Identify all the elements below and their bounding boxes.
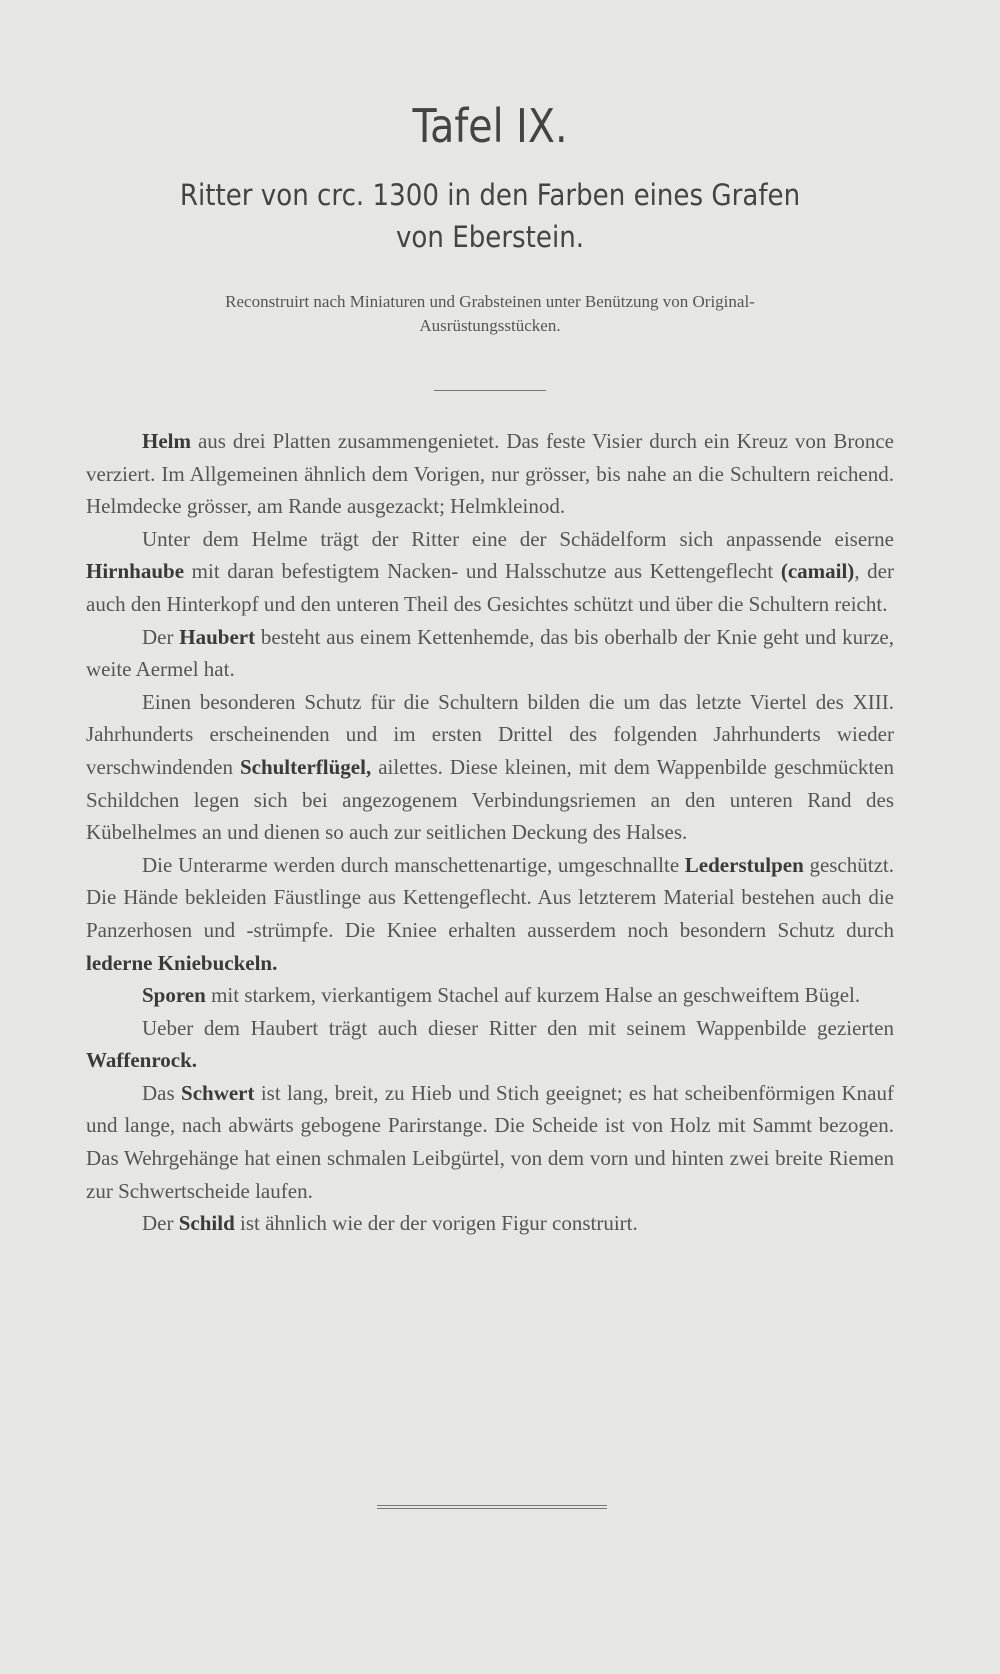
term-schild: Schild (178, 1211, 235, 1236)
paragraph-waffenrock: Ueber dem Haubert trägt auch dieser Ritter den mit seinem Wappenbilde gezierten Waffenrock. (86, 1015, 894, 1073)
term-hirnhaube: Hirnhaube (86, 559, 185, 584)
paragraph-schild: Der Schild ist ähnlich wie der der vorigen Figur construirt. (142, 1211, 638, 1236)
note-line-2: Ausrüstungsstücken. (419, 316, 561, 335)
double-divider (377, 1505, 607, 1509)
paragraph-helm: Helm aus drei Platten zusammengenietet. Das feste Visier durch ein Kreuz von Bronce verziert. Im Allgemeinen ähnlich dem Vorigen, nur grösser, bis nahe an die Schultern reichend. Helmdecke grösser, am Rande ausgezackt; Helmkleinod. (86, 429, 894, 519)
short-divider (434, 390, 546, 391)
paragraph-sporen: Sporen mit starkem, vierkantigem Stachel auf kurzem Halse an geschweiftem Bügel. (142, 983, 861, 1008)
term-helm: Helm (142, 429, 191, 453)
paragraph-hirnhaube: Unter dem Helme trägt der Ritter eine der Schädelform sich anpassende eiserne Hirnhaube mit daran befestigtem Nacken- und Halsschutze aus Kettengeflecht (camail), der auch den Hinterkopf und den unteren Theil des Gesichtes schützt und über die Schultern reicht. (86, 526, 894, 616)
term-schulterfluegel: Schulterflügel, (239, 754, 372, 779)
term-waffenrock: Waffenrock. (86, 1048, 198, 1073)
body-text (86, 425, 894, 1240)
note-line-1: Reconstruirt nach Miniaturen und Grabsteinen unter Benützung von Original- (225, 292, 755, 311)
paragraph-haubert: Der Haubert besteht aus einem Kettenhemde, das bis oberhalb der Knie geht und kurze, weite Aermel hat. (86, 624, 894, 682)
term-kniebuckeln: lederne Kniebuckeln. (86, 950, 278, 975)
paragraph-schwert: Das Schwert ist lang, breit, zu Hieb und Stich geeignet; es hat scheibenförmigen Knauf und lange, nach abwärts gebogene Parirstange. Die Scheide ist von Holz mit Sammt bezogen. Das Wehrgehänge hat einen schmalen Leibgürtel, von dem vorn und hinten zwei breite Riemen zur Schwertscheide laufen. (86, 1080, 894, 1203)
paragraph-schulterfluegel: Einen besonderen Schutz für die Schultern bilden die um das letzte Viertel des XIII. Jahrhunderts erscheinenden und im ersten Drittel des folgenden Jahrhunderts wieder verschwindenden Schulterflügel, ailettes. Diese kleinen, mit dem Wappenbilde geschmückten Schildchen legen sich bei angezogenem Verbindungsriemen an den unteren Rand des Kübelhelmes an und dienen so auch zur seitlichen Deckung des Halses. (86, 689, 894, 845)
page-title: Tafel IX. (412, 99, 568, 153)
paragraph-lederstulpen: Die Unterarme werden durch manschettenartige, umgeschnallte Lederstulpen geschützt. Die Hände bekleiden Fäustlinge aus Kettengeflecht. Aus letzterem Material bestehen auch die Panzerhosen und -strümpfe. Die Kniee erhalten ausserdem noch besondern Schutz durch lederne Kniebuckeln. (86, 852, 894, 975)
term-schwert: Schwert (181, 1080, 255, 1105)
term-sporen: Sporen (142, 983, 206, 1008)
term-lederstulpen: Lederstulpen (684, 852, 804, 877)
subtitle (126, 174, 853, 258)
subtitle-line-2: von Eberstein. (395, 220, 585, 254)
reconstruction-note (86, 290, 894, 338)
term-camail: (camail) (780, 559, 855, 584)
subtitle-line-1: Ritter von crc. 1300 in den Farben eines Grafen (179, 178, 801, 212)
term-haubert: Haubert (179, 624, 256, 649)
